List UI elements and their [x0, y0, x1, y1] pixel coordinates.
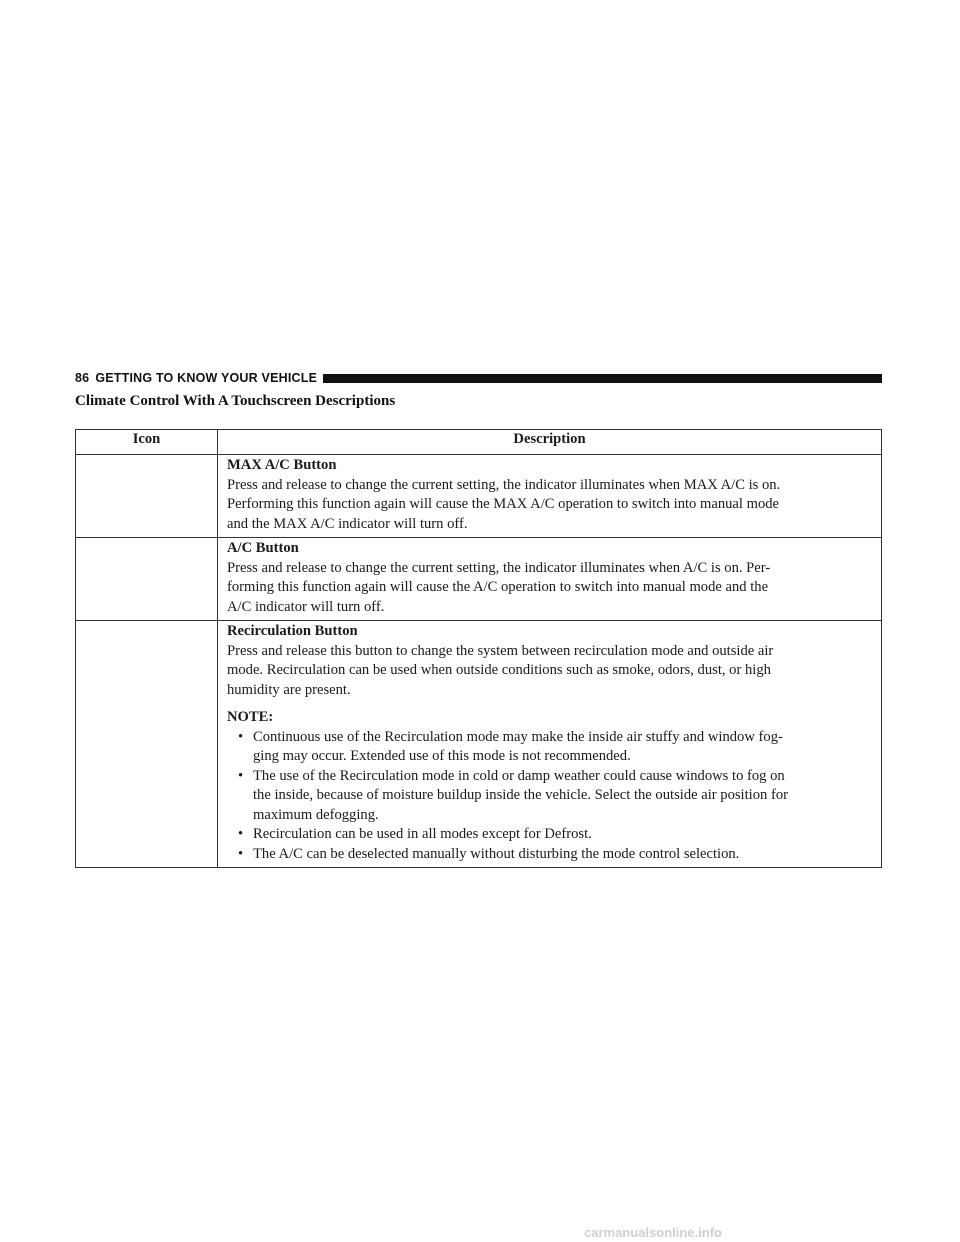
descriptions-table [75, 429, 882, 868]
note-bullet [227, 845, 877, 865]
table-row-recirculation [76, 621, 882, 868]
description-line: A/C indicator will turn off. [227, 598, 385, 615]
bullet-line: • Continuous use of the Recirculation mode may make the inside air stuffy and window fog- [253, 728, 783, 745]
bullet-line: ging may occur. Extended use of this mode is not recommended. [253, 748, 631, 764]
recirculation-icon-cell [76, 621, 218, 868]
bullet-line: • The A/C can be deselected manually without disturbing the mode control selection. [253, 845, 740, 862]
max-ac-icon-cell [76, 455, 218, 538]
row-title: A/C Button [227, 540, 299, 556]
bullet-line: • The use of the Recirculation mode in cold or damp weather could cause windows to fog on [253, 767, 785, 784]
table-caption: Climate Control With A Touchscreen Descriptions [75, 393, 396, 409]
table-row-max-ac [76, 455, 882, 538]
icon-column-header: Icon [76, 430, 218, 455]
note-bullet [227, 825, 877, 845]
description-line: Press and release to change the current setting, the indicator illuminates when A/C is on. Per- [227, 559, 771, 576]
description-line: humidity are present. [227, 681, 351, 698]
description-line: and the MAX A/C indicator will turn off. [227, 515, 468, 532]
recirculation-description [218, 621, 882, 868]
table-header-row [76, 430, 882, 455]
description-line: Press and release this button to change the system between recirculation mode and outside air [227, 642, 774, 659]
description-line: forming this function again will cause the A/C operation to switch into manual mode and the [227, 579, 769, 595]
page-number: 86 [75, 371, 90, 385]
table-row-ac [76, 538, 882, 621]
description-line: Press and release to change the current setting, the indicator illuminates when MAX A/C is on. [227, 476, 781, 493]
note-label: NOTE: [227, 709, 274, 725]
ac-description [218, 538, 882, 621]
description-column-header: Description [218, 430, 882, 455]
bullet-line: maximum defogging. [253, 806, 379, 823]
description-line: Performing this function again will cause the MAX A/C operation to switch into manual mode [227, 496, 780, 512]
description-line: mode. Recirculation can be used when outside conditions such as smoke, odors, dust, or high [227, 662, 771, 678]
row-title: MAX A/C Button [227, 457, 337, 473]
watermark: carmanualsonline.info [584, 1225, 722, 1240]
section-title: GETTING TO KNOW YOUR VEHICLE [95, 371, 318, 385]
max-ac-description [218, 455, 882, 538]
bullet-line: • Recirculation can be used in all modes except for Defrost. [253, 826, 592, 842]
note-list [227, 728, 877, 865]
bullet-line: the inside, because of moisture buildup inside the vehicle. Select the outside air position for [253, 787, 788, 803]
row-title: Recirculation Button [227, 623, 358, 639]
ac-icon-cell [76, 538, 218, 621]
note-bullet [227, 728, 877, 767]
header-rule [323, 374, 882, 383]
note-bullet [227, 767, 877, 826]
page-header [75, 370, 882, 386]
